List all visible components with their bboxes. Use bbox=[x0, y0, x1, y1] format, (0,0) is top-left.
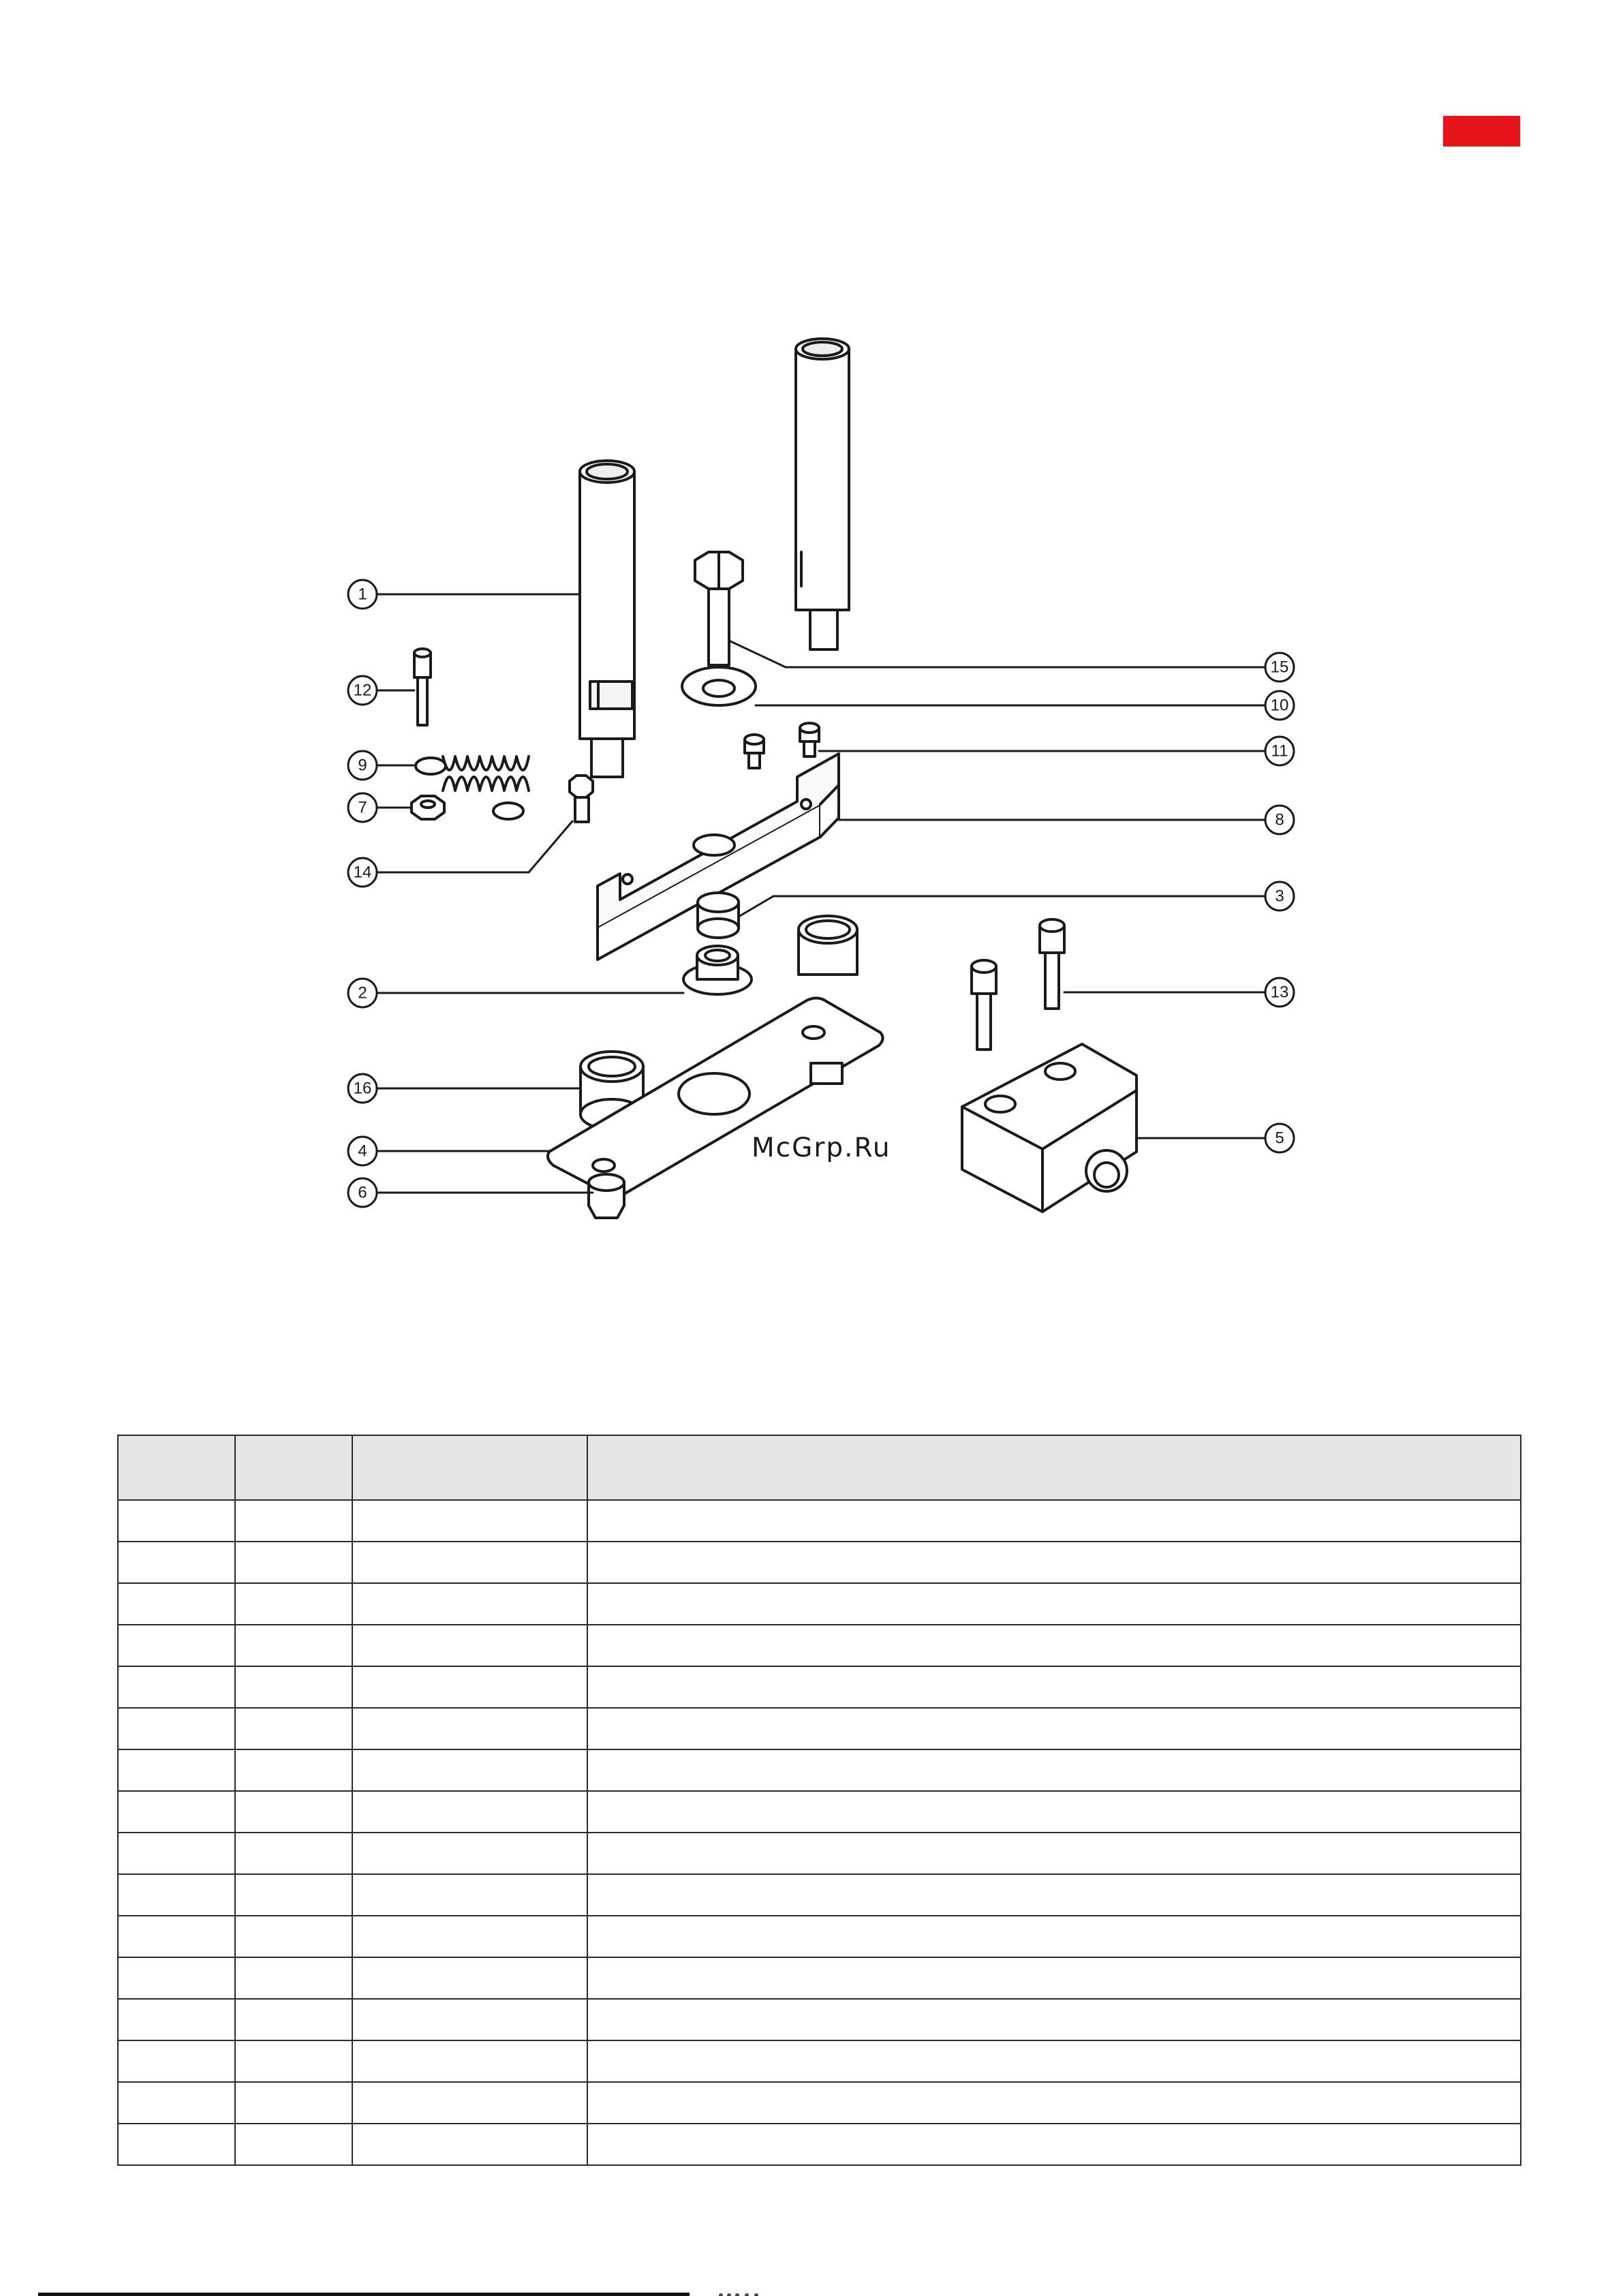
table-cell bbox=[587, 2124, 1521, 2165]
part-bushing-loose bbox=[799, 916, 857, 975]
callout-13: 13 bbox=[1270, 983, 1289, 1002]
table-row bbox=[118, 1583, 1521, 1625]
callout-1: 1 bbox=[358, 585, 367, 604]
table-cell bbox=[118, 2082, 235, 2124]
table-cell bbox=[235, 1999, 352, 2040]
table-cell bbox=[235, 1916, 352, 1957]
table-header-cell bbox=[587, 1435, 1521, 1500]
table-cell bbox=[235, 1791, 352, 1833]
table-cell bbox=[587, 2040, 1521, 2082]
table-row bbox=[118, 1874, 1521, 1916]
watermark-text: McGrp.Ru bbox=[752, 1133, 891, 1163]
part-long-pin-right bbox=[796, 339, 849, 649]
callout-4: 4 bbox=[358, 1142, 367, 1161]
table-row bbox=[118, 1708, 1521, 1749]
callout-14: 14 bbox=[353, 863, 372, 882]
callout-11: 11 bbox=[1271, 741, 1288, 761]
table-cell bbox=[352, 1874, 587, 1916]
callout-12: 12 bbox=[353, 681, 372, 700]
parts-table bbox=[117, 1435, 1521, 2166]
table-cell bbox=[587, 1957, 1521, 1999]
table-cell bbox=[352, 1583, 587, 1625]
table-cell bbox=[352, 1666, 587, 1708]
table-cell bbox=[352, 1500, 587, 1542]
part-5-block bbox=[962, 1044, 1137, 1212]
table-cell bbox=[587, 1666, 1521, 1708]
table-cell bbox=[587, 1708, 1521, 1749]
table-cell bbox=[235, 1500, 352, 1542]
table-cell bbox=[235, 2124, 352, 2165]
table-cell bbox=[118, 1833, 235, 1874]
table-cell bbox=[352, 1625, 587, 1666]
table-cell bbox=[235, 1874, 352, 1916]
footer-rule bbox=[38, 2293, 690, 2296]
table-row bbox=[118, 1625, 1521, 1666]
table-row bbox=[118, 2124, 1521, 2165]
table-cell bbox=[118, 1916, 235, 1957]
table-cell bbox=[352, 2040, 587, 2082]
table-cell bbox=[118, 2124, 235, 2165]
parts-table-body bbox=[118, 1500, 1521, 2165]
table-row bbox=[118, 2082, 1521, 2124]
table-cell bbox=[352, 2124, 587, 2165]
table-header-cell bbox=[352, 1435, 587, 1500]
footer-text-fragment bbox=[714, 2289, 775, 2296]
part-15-hex-bolt bbox=[695, 552, 743, 665]
part-3-bushing bbox=[698, 893, 739, 938]
callout-2: 2 bbox=[358, 983, 367, 1002]
part-14-hex-screw bbox=[570, 776, 593, 822]
table-row bbox=[118, 1957, 1521, 1999]
callout-16: 16 bbox=[353, 1079, 372, 1098]
table-cell bbox=[235, 1542, 352, 1583]
table-cell bbox=[587, 1500, 1521, 1542]
table-cell bbox=[352, 1749, 587, 1791]
callout-8: 8 bbox=[1275, 810, 1284, 829]
table-cell bbox=[352, 1542, 587, 1583]
table-cell bbox=[118, 1957, 235, 1999]
table-cell bbox=[118, 2040, 235, 2082]
table-cell bbox=[118, 1749, 235, 1791]
table-cell bbox=[235, 2040, 352, 2082]
table-cell bbox=[587, 1791, 1521, 1833]
table-cell bbox=[235, 1957, 352, 1999]
table-cell bbox=[587, 1874, 1521, 1916]
callout-10: 10 bbox=[1270, 696, 1289, 715]
table-cell bbox=[352, 1791, 587, 1833]
table-cell bbox=[235, 2082, 352, 2124]
table-cell bbox=[118, 1708, 235, 1749]
callout-5: 5 bbox=[1275, 1129, 1284, 1148]
table-cell bbox=[352, 1999, 587, 2040]
table-cell bbox=[587, 1833, 1521, 1874]
part-13-cap-screws bbox=[972, 919, 1064, 1050]
table-cell bbox=[235, 1625, 352, 1666]
table-row bbox=[118, 1749, 1521, 1791]
table-row bbox=[118, 1542, 1521, 1583]
callout-3: 3 bbox=[1275, 887, 1284, 906]
table-cell bbox=[587, 1583, 1521, 1625]
table-cell bbox=[235, 1708, 352, 1749]
callout-9: 9 bbox=[358, 756, 367, 775]
table-cell bbox=[587, 1625, 1521, 1666]
table-cell bbox=[235, 1749, 352, 1791]
table-cell bbox=[352, 1916, 587, 1957]
table-cell bbox=[118, 1791, 235, 1833]
part-10-washer bbox=[682, 667, 756, 705]
table-row bbox=[118, 1666, 1521, 1708]
table-cell bbox=[587, 1542, 1521, 1583]
table-cell bbox=[118, 1666, 235, 1708]
table-cell bbox=[352, 1708, 587, 1749]
table-cell bbox=[118, 1999, 235, 2040]
table-row bbox=[118, 1916, 1521, 1957]
part-2-flanged-bushing bbox=[683, 946, 752, 994]
table-cell bbox=[352, 1957, 587, 1999]
part-11-screws bbox=[745, 723, 819, 768]
table-cell bbox=[235, 1583, 352, 1625]
table-cell bbox=[118, 1583, 235, 1625]
table-header-cell bbox=[235, 1435, 352, 1500]
table-cell bbox=[118, 1542, 235, 1583]
table-cell bbox=[118, 1500, 235, 1542]
table-row bbox=[118, 1999, 1521, 2040]
table-row bbox=[118, 1500, 1521, 1542]
table-row bbox=[118, 2040, 1521, 2082]
table-cell bbox=[235, 1833, 352, 1874]
table-header-row bbox=[118, 1435, 1521, 1500]
table-cell bbox=[587, 2082, 1521, 2124]
part-1-pin bbox=[580, 461, 634, 777]
callout-6: 6 bbox=[358, 1183, 367, 1202]
table-row bbox=[118, 1791, 1521, 1833]
part-12-cap-screw bbox=[414, 649, 431, 725]
callout-15: 15 bbox=[1270, 658, 1289, 677]
table-cell bbox=[352, 1833, 587, 1874]
part-7-nut bbox=[412, 796, 444, 819]
table-cell bbox=[118, 1874, 235, 1916]
callout-7: 7 bbox=[358, 798, 367, 817]
table-cell bbox=[587, 1916, 1521, 1957]
table-header-cell bbox=[118, 1435, 235, 1500]
table-cell bbox=[587, 1999, 1521, 2040]
table-row bbox=[118, 1833, 1521, 1874]
table-cell bbox=[118, 1625, 235, 1666]
table-cell bbox=[235, 1666, 352, 1708]
table-cell bbox=[352, 2082, 587, 2124]
part-6-nut bbox=[589, 1174, 624, 1218]
table-cell bbox=[587, 1749, 1521, 1791]
